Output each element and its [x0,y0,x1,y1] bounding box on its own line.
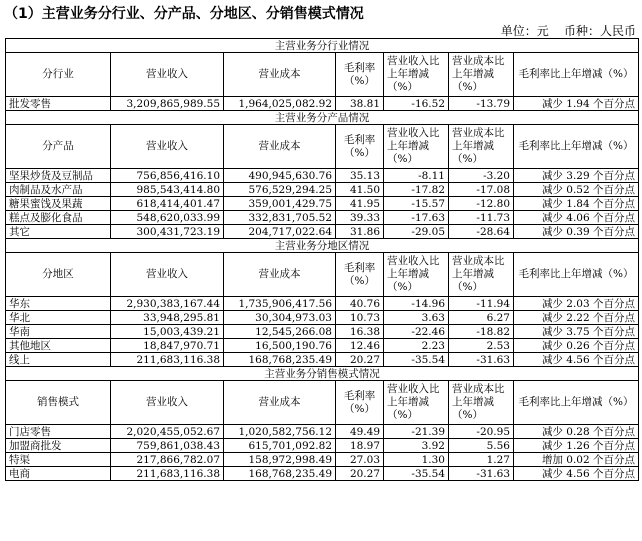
cost-header: 营业成本 [224,381,336,425]
revenue-change-cell: -16.52 [384,97,449,111]
dim-header: 分地区 [6,253,111,297]
dim-header: 销售模式 [6,381,111,425]
cost-change-cell: -11.73 [449,211,514,225]
margin-cell: 40.76 [336,297,384,311]
section-title-row [6,239,639,253]
table-row [6,225,639,239]
revenue-change-header: 营业收入比上年增减（%） [384,53,449,97]
column-header-row [6,53,639,97]
cost-cell: 168,768,235.49 [224,353,336,367]
revenue-change-cell: 3.63 [384,311,449,325]
revenue-breakdown-table [5,38,639,481]
margin-cell: 39.33 [336,211,384,225]
cost-change-cell: -3.20 [449,169,514,183]
margin-cell: 35.13 [336,169,384,183]
cost-cell: 1,735,906,417.56 [224,297,336,311]
row-name: 其他地区 [6,339,111,353]
revenue-change-cell: -29.05 [384,225,449,239]
section-title: 主营业务分地区情况 [6,239,639,253]
margin-cell: 20.27 [336,467,384,481]
column-header-row [6,253,639,297]
row-name: 门店零售 [6,425,111,439]
unit-label: 单位：元 [500,24,549,38]
cost-change-cell: -18.82 [449,325,514,339]
revenue-cell: 3,209,865,989.55 [111,97,224,111]
column-header-row [6,125,639,169]
revenue-cell: 756,856,416.10 [111,169,224,183]
margin-change-header: 毛利率比上年增减（%） [514,53,639,97]
revenue-header: 营业收入 [111,253,224,297]
cost-cell: 30,304,973.03 [224,311,336,325]
revenue-change-cell: 3.92 [384,439,449,453]
revenue-change-cell: -35.54 [384,353,449,367]
margin-change-header: 毛利率比上年增减（%） [514,253,639,297]
row-name: 糖果蜜饯及果蔬 [6,197,111,211]
row-name: 其它 [6,225,111,239]
row-name: 华南 [6,325,111,339]
table-row [6,183,639,197]
column-header-row [6,381,639,425]
cost-cell: 615,701,092.82 [224,439,336,453]
cost-change-cell: -12.80 [449,197,514,211]
margin-change-cell: 减少 2.03 个百分点 [514,297,639,311]
section-title: 主营业务分行业情况 [6,39,639,53]
cost-cell: 204,717,022.64 [224,225,336,239]
margin-change-cell: 减少 1.84 个百分点 [514,197,639,211]
revenue-change-cell: -8.11 [384,169,449,183]
dim-header: 分行业 [6,53,111,97]
margin-change-cell: 减少 0.39 个百分点 [514,225,639,239]
revenue-cell: 211,683,116.38 [111,353,224,367]
cost-change-cell: -31.63 [449,467,514,481]
table-row [6,325,639,339]
margin-cell: 31.86 [336,225,384,239]
cost-change-cell: -13.79 [449,97,514,111]
revenue-change-header: 营业收入比上年增减（%） [384,125,449,169]
cost-change-cell: 6.27 [449,311,514,325]
revenue-cell: 2,930,383,167.44 [111,297,224,311]
margin-change-cell: 减少 3.75 个百分点 [514,325,639,339]
row-name: 坚果炒货及豆制品 [6,169,111,183]
cost-cell: 1,964,025,082.92 [224,97,336,111]
margin-cell: 16.38 [336,325,384,339]
margin-cell: 12.46 [336,339,384,353]
revenue-cell: 618,414,401.47 [111,197,224,211]
cost-change-header: 营业成本比上年增减（%） [449,381,514,425]
margin-cell: 41.95 [336,197,384,211]
cost-cell: 1,020,582,756.12 [224,425,336,439]
revenue-cell: 548,620,033.99 [111,211,224,225]
revenue-change-cell: 2.23 [384,339,449,353]
revenue-change-cell: -14.96 [384,297,449,311]
table-row [6,97,639,111]
cost-cell: 332,831,705.52 [224,211,336,225]
cost-cell: 490,945,630.76 [224,169,336,183]
margin-header: 毛利率（%） [336,381,384,425]
table-row [6,197,639,211]
margin-cell: 41.50 [336,183,384,197]
revenue-cell: 18,847,970.71 [111,339,224,353]
margin-header: 毛利率（%） [336,125,384,169]
margin-change-cell: 减少 1.94 个百分点 [514,97,639,111]
cost-change-cell: -11.94 [449,297,514,311]
cost-change-cell: 2.53 [449,339,514,353]
margin-header: 毛利率（%） [336,53,384,97]
cost-change-cell: 1.27 [449,453,514,467]
cost-cell: 16,500,190.76 [224,339,336,353]
row-name: 加盟商批发 [6,439,111,453]
currency-label: 币种：人民币 [563,24,636,38]
table-row [6,297,639,311]
table-row [6,425,639,439]
cost-cell: 359,001,429.75 [224,197,336,211]
cost-cell: 576,529,294.25 [224,183,336,197]
cost-cell: 158,972,998.49 [224,453,336,467]
revenue-change-cell: -15.57 [384,197,449,211]
cost-cell: 168,768,235.49 [224,467,336,481]
revenue-cell: 300,431,723.19 [111,225,224,239]
revenue-header: 营业收入 [111,53,224,97]
row-name: 电商 [6,467,111,481]
table-row [6,339,639,353]
revenue-change-cell: -22.46 [384,325,449,339]
revenue-header: 营业收入 [111,381,224,425]
margin-change-header: 毛利率比上年增减（%） [514,125,639,169]
margin-cell: 27.03 [336,453,384,467]
table-row [6,453,639,467]
cost-change-cell: -17.08 [449,183,514,197]
revenue-change-cell: -35.54 [384,467,449,481]
section-title-row [6,111,639,125]
cost-header: 营业成本 [224,53,336,97]
table-row [6,439,639,453]
table-row [6,311,639,325]
unit-line [501,22,636,39]
margin-change-cell: 减少 4.56 个百分点 [514,467,639,481]
cost-change-cell: -20.95 [449,425,514,439]
revenue-change-header: 营业收入比上年增减（%） [384,253,449,297]
revenue-change-cell: -17.63 [384,211,449,225]
table-row [6,353,639,367]
cost-change-cell: 5.56 [449,439,514,453]
margin-header: 毛利率（%） [336,253,384,297]
margin-change-cell: 减少 1.26 个百分点 [514,439,639,453]
revenue-cell: 15,003,439.21 [111,325,224,339]
revenue-change-cell: -21.39 [384,425,449,439]
section-title: 主营业务分销售模式情况 [6,367,639,381]
row-name: 线上 [6,353,111,367]
section-title-row [6,39,639,53]
margin-change-cell: 减少 3.29 个百分点 [514,169,639,183]
revenue-cell: 759,861,038.43 [111,439,224,453]
section-heading: （1）主营业务分行业、分产品、分地区、分销售模式情况 [4,6,364,22]
margin-cell: 18.97 [336,439,384,453]
revenue-change-header: 营业收入比上年增减（%） [384,381,449,425]
margin-change-cell: 增加 0.02 个百分点 [514,453,639,467]
revenue-cell: 33,948,295.81 [111,311,224,325]
revenue-cell: 217,866,782.07 [111,453,224,467]
margin-change-cell: 减少 0.26 个百分点 [514,339,639,353]
dim-header: 分产品 [6,125,111,169]
cost-change-header: 营业成本比上年增减（%） [449,125,514,169]
cost-header: 营业成本 [224,125,336,169]
cost-change-header: 营业成本比上年增减（%） [449,253,514,297]
margin-change-header: 毛利率比上年增减（%） [514,381,639,425]
section-title: 主营业务分产品情况 [6,111,639,125]
table-row [6,467,639,481]
cost-change-cell: -28.64 [449,225,514,239]
margin-change-cell: 减少 0.52 个百分点 [514,183,639,197]
revenue-header: 营业收入 [111,125,224,169]
margin-cell: 10.73 [336,311,384,325]
row-name: 华东 [6,297,111,311]
cost-change-header: 营业成本比上年增减（%） [449,53,514,97]
table-row [6,211,639,225]
margin-change-cell: 减少 2.22 个百分点 [514,311,639,325]
row-name: 糕点及膨化食品 [6,211,111,225]
row-name: 肉制品及水产品 [6,183,111,197]
margin-cell: 38.81 [336,97,384,111]
margin-cell: 49.49 [336,425,384,439]
margin-cell: 20.27 [336,353,384,367]
cost-change-cell: -31.63 [449,353,514,367]
margin-change-cell: 减少 0.28 个百分点 [514,425,639,439]
row-name: 特渠 [6,453,111,467]
margin-change-cell: 减少 4.56 个百分点 [514,353,639,367]
revenue-change-cell: 1.30 [384,453,449,467]
revenue-change-cell: -17.82 [384,183,449,197]
cost-header: 营业成本 [224,253,336,297]
row-name: 批发零售 [6,97,111,111]
cost-cell: 12,545,266.08 [224,325,336,339]
revenue-cell: 2,020,455,052.67 [111,425,224,439]
row-name: 华北 [6,311,111,325]
margin-change-cell: 减少 4.06 个百分点 [514,211,639,225]
revenue-cell: 985,543,414.80 [111,183,224,197]
revenue-cell: 211,683,116.38 [111,467,224,481]
section-title-row [6,367,639,381]
table-row [6,169,639,183]
